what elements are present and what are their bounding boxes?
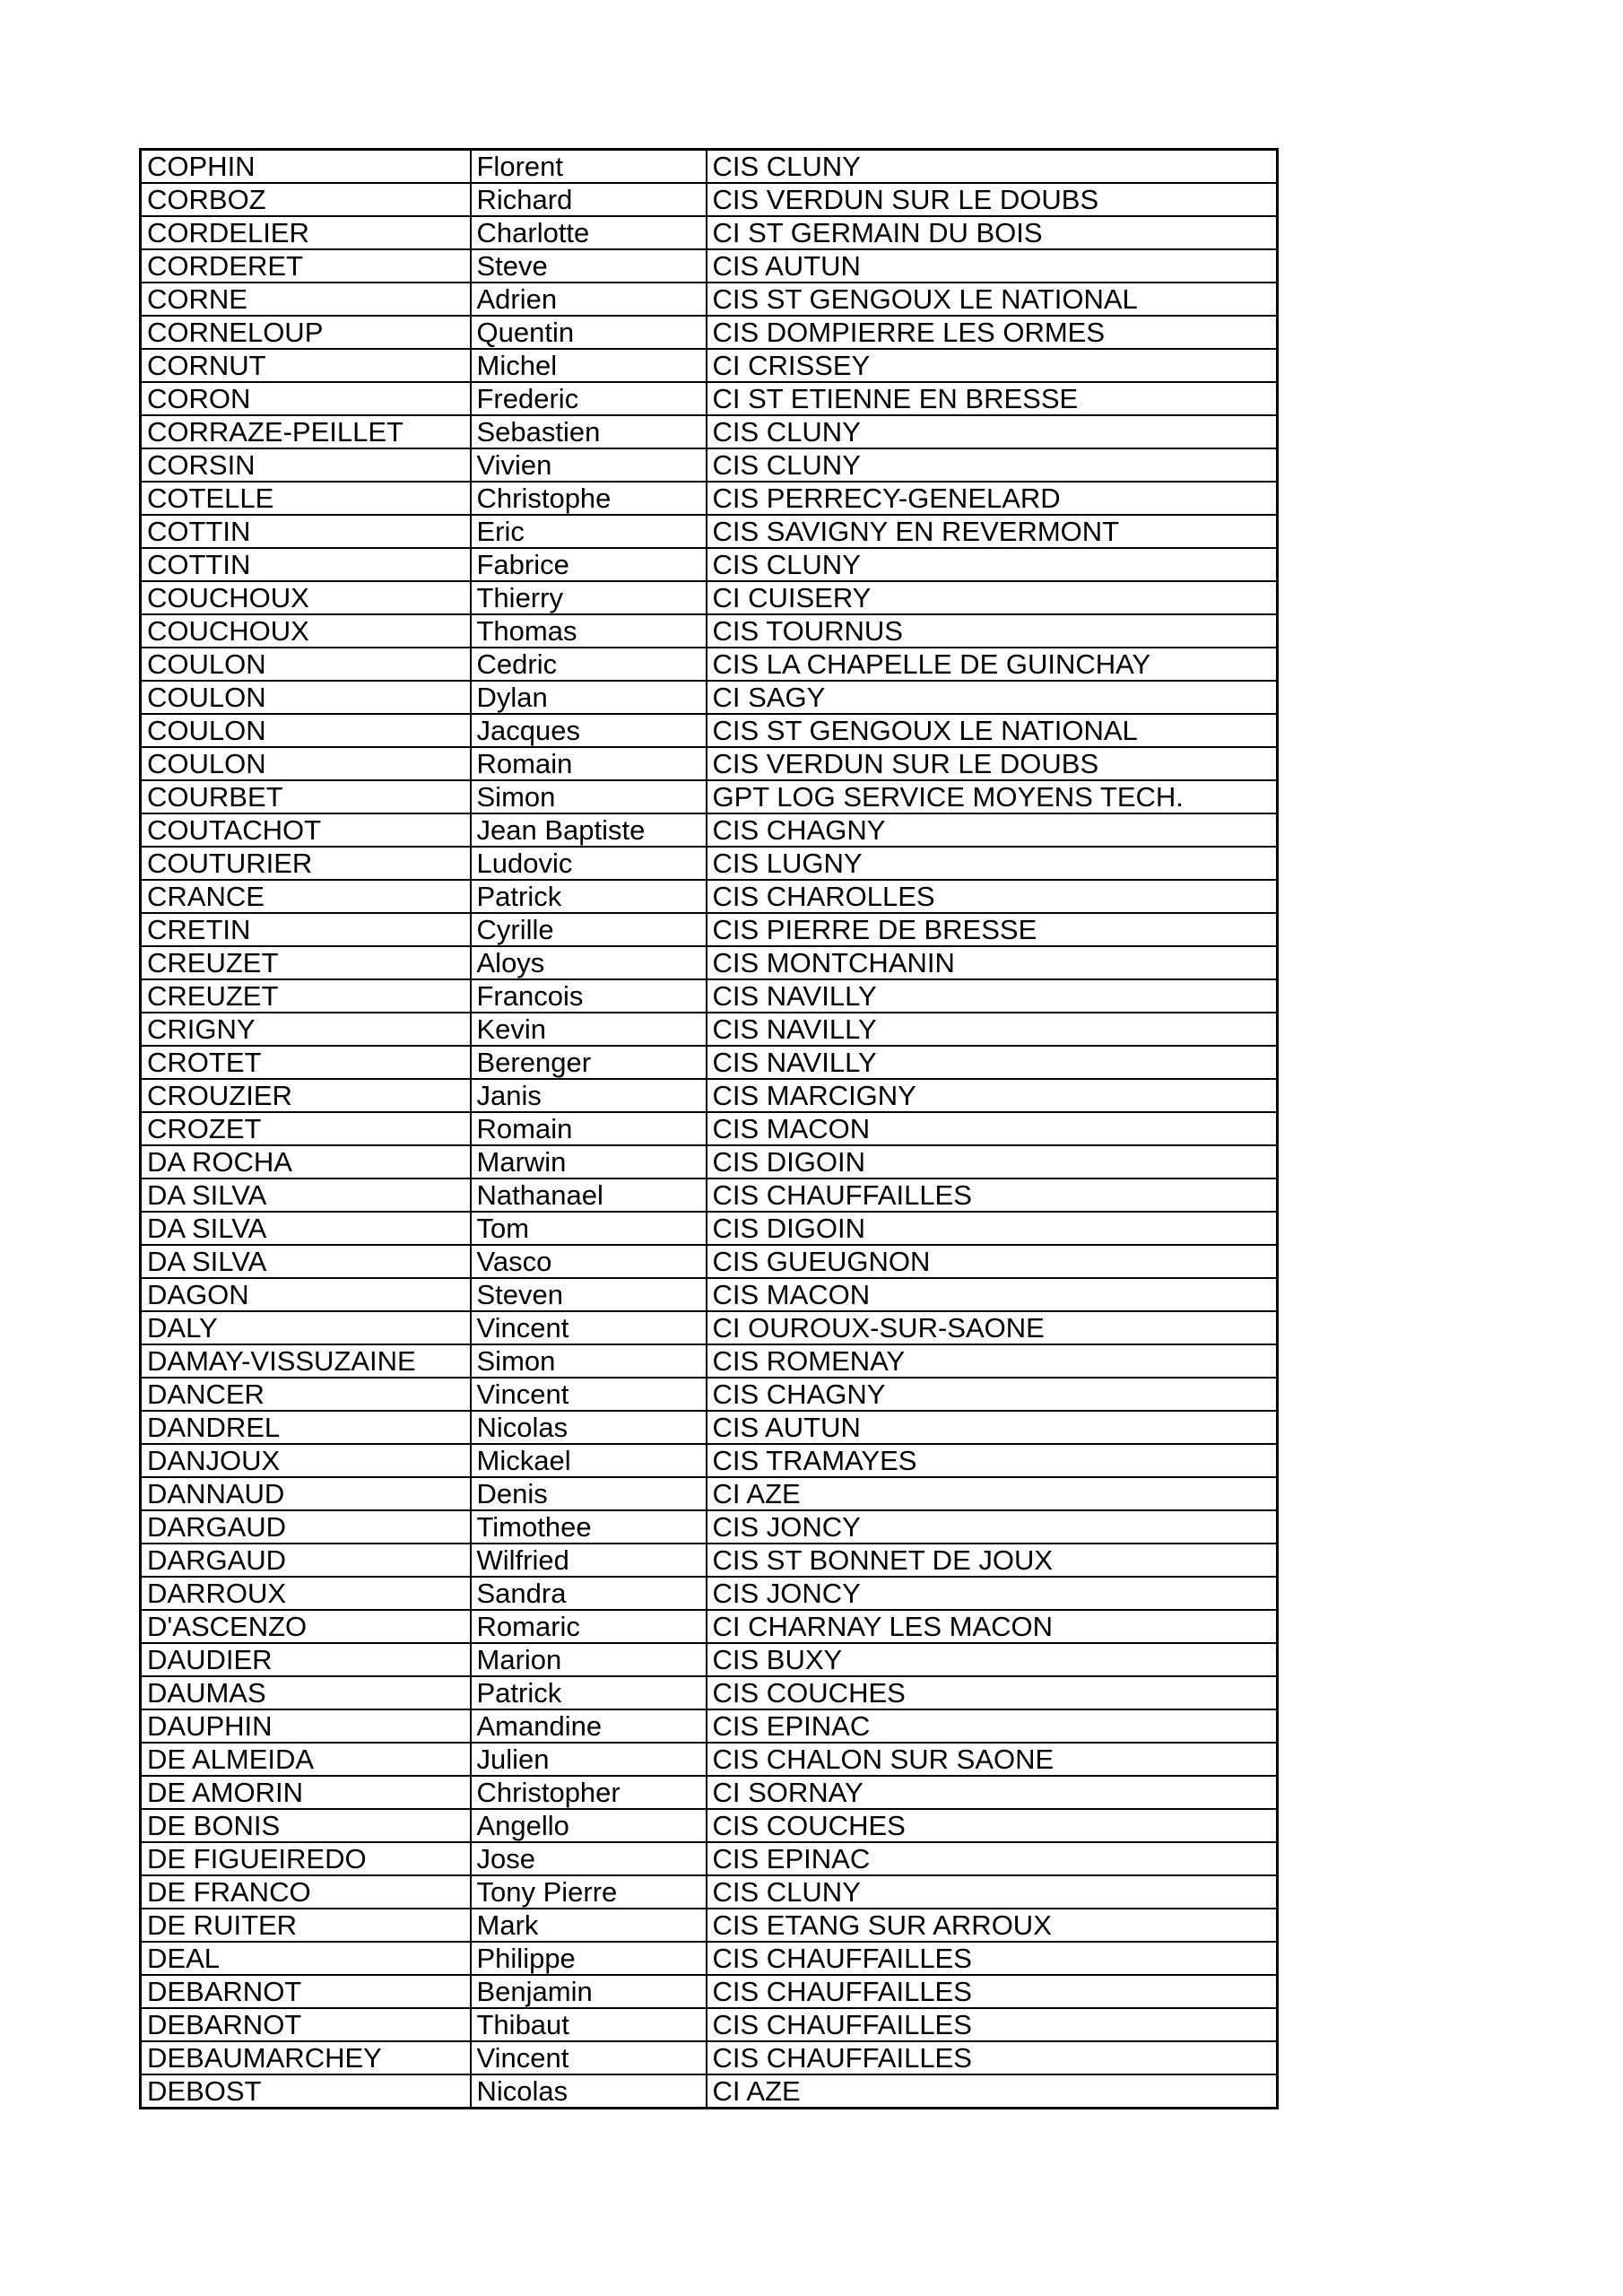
first-name-cell: Patrick	[471, 880, 707, 913]
table-row	[141, 1510, 1278, 1544]
last-name-cell: DARGAUD	[141, 1510, 471, 1544]
first-name-cell: Amandine	[471, 1709, 707, 1743]
table-row	[141, 1411, 1278, 1444]
unit-cell: CI CRISSEY	[707, 349, 1278, 382]
first-name-cell: Vivien	[471, 448, 707, 482]
unit-cell: CIS MACON	[707, 1278, 1278, 1311]
table-row	[141, 780, 1278, 813]
last-name-cell: DEBAUMARCHEY	[141, 2041, 471, 2074]
unit-cell: CIS ST GENGOUX LE NATIONAL	[707, 714, 1278, 747]
table-row	[141, 1676, 1278, 1709]
unit-cell: CIS CHAROLLES	[707, 880, 1278, 913]
unit-cell: CIS JONCY	[707, 1510, 1278, 1544]
unit-cell: CI CHARNAY LES MACON	[707, 1610, 1278, 1643]
first-name-cell: Nicolas	[471, 2074, 707, 2109]
first-name-cell: Charlotte	[471, 216, 707, 249]
last-name-cell: CORDERET	[141, 249, 471, 283]
table-row	[141, 1245, 1278, 1278]
table-row	[141, 1278, 1278, 1311]
last-name-cell: DARROUX	[141, 1577, 471, 1610]
table-row	[141, 1743, 1278, 1776]
unit-cell: CI AZE	[707, 2074, 1278, 2109]
last-name-cell: COUCHOUX	[141, 581, 471, 614]
last-name-cell: CORDELIER	[141, 216, 471, 249]
first-name-cell: Ludovic	[471, 847, 707, 880]
table-row	[141, 979, 1278, 1013]
table-row	[141, 847, 1278, 880]
unit-cell: CIS EPINAC	[707, 1709, 1278, 1743]
last-name-cell: CRIGNY	[141, 1013, 471, 1046]
table-row	[141, 681, 1278, 714]
table-row	[141, 1776, 1278, 1809]
first-name-cell: Cedric	[471, 648, 707, 681]
first-name-cell: Berenger	[471, 1046, 707, 1079]
unit-cell: CI AZE	[707, 1477, 1278, 1510]
table-row	[141, 1378, 1278, 1411]
table-row	[141, 1842, 1278, 1875]
table-row	[141, 1643, 1278, 1676]
last-name-cell: DEBARNOT	[141, 1975, 471, 2008]
first-name-cell: Simon	[471, 780, 707, 813]
last-name-cell: CREUZET	[141, 979, 471, 1013]
table-row	[141, 183, 1278, 216]
table-row	[141, 316, 1278, 349]
first-name-cell: Tom	[471, 1212, 707, 1245]
last-name-cell: DAUDIER	[141, 1643, 471, 1676]
table-row	[141, 2008, 1278, 2041]
last-name-cell: CRETIN	[141, 913, 471, 946]
unit-cell: CIS ETANG SUR ARROUX	[707, 1909, 1278, 1942]
last-name-cell: DAMAY-VISSUZAINE	[141, 1344, 471, 1378]
table-row	[141, 2074, 1278, 2109]
last-name-cell: DE BONIS	[141, 1809, 471, 1842]
last-name-cell: DA SILVA	[141, 1212, 471, 1245]
first-name-cell: Dylan	[471, 681, 707, 714]
first-name-cell: Christophe	[471, 482, 707, 515]
first-name-cell: Marion	[471, 1643, 707, 1676]
last-name-cell: DAUMAS	[141, 1676, 471, 1709]
last-name-cell: COUCHOUX	[141, 614, 471, 648]
last-name-cell: CORNE	[141, 283, 471, 316]
table-row	[141, 648, 1278, 681]
first-name-cell: Nicolas	[471, 1411, 707, 1444]
table-row	[141, 1544, 1278, 1577]
last-name-cell: DA SILVA	[141, 1245, 471, 1278]
unit-cell: CIS MACON	[707, 1112, 1278, 1145]
first-name-cell: Romain	[471, 747, 707, 780]
unit-cell: CIS SAVIGNY EN REVERMONT	[707, 515, 1278, 548]
unit-cell: CIS DOMPIERRE LES ORMES	[707, 316, 1278, 349]
unit-cell: CIS LA CHAPELLE DE GUINCHAY	[707, 648, 1278, 681]
last-name-cell: COPHIN	[141, 150, 471, 184]
unit-cell: CIS BUXY	[707, 1643, 1278, 1676]
table-row	[141, 349, 1278, 382]
table-row	[141, 1079, 1278, 1112]
table-row	[141, 1942, 1278, 1975]
unit-cell: CIS CHALON SUR SAONE	[707, 1743, 1278, 1776]
first-name-cell: Romain	[471, 1112, 707, 1145]
last-name-cell: CORBOZ	[141, 183, 471, 216]
last-name-cell: DALY	[141, 1311, 471, 1344]
first-name-cell: Benjamin	[471, 1975, 707, 2008]
table-row	[141, 482, 1278, 515]
first-name-cell: Timothee	[471, 1510, 707, 1544]
unit-cell: CIS PIERRE DE BRESSE	[707, 913, 1278, 946]
first-name-cell: Jose	[471, 1842, 707, 1875]
table-row	[141, 1875, 1278, 1909]
last-name-cell: DA SILVA	[141, 1178, 471, 1212]
first-name-cell: Cyrille	[471, 913, 707, 946]
unit-cell: CIS CLUNY	[707, 448, 1278, 482]
first-name-cell: Quentin	[471, 316, 707, 349]
unit-cell: GPT LOG SERVICE MOYENS TECH.	[707, 780, 1278, 813]
first-name-cell: Frederic	[471, 382, 707, 415]
unit-cell: CIS ROMENAY	[707, 1344, 1278, 1378]
first-name-cell: Vincent	[471, 1311, 707, 1344]
table-row	[141, 415, 1278, 448]
unit-cell: CI OUROUX-SUR-SAONE	[707, 1311, 1278, 1344]
unit-cell: CIS JONCY	[707, 1577, 1278, 1610]
last-name-cell: CROTET	[141, 1046, 471, 1079]
first-name-cell: Aloys	[471, 946, 707, 979]
unit-cell: CIS CHAUFFAILLES	[707, 1975, 1278, 2008]
unit-cell: CIS AUTUN	[707, 1411, 1278, 1444]
first-name-cell: Thibaut	[471, 2008, 707, 2041]
unit-cell: CIS ST BONNET DE JOUX	[707, 1544, 1278, 1577]
first-name-cell: Marwin	[471, 1145, 707, 1178]
unit-cell: CIS CLUNY	[707, 150, 1278, 184]
table-row	[141, 1178, 1278, 1212]
first-name-cell: Steve	[471, 249, 707, 283]
unit-cell: CIS MARCIGNY	[707, 1079, 1278, 1112]
table-row	[141, 614, 1278, 648]
first-name-cell: Mickael	[471, 1444, 707, 1477]
unit-cell: CIS COUCHES	[707, 1809, 1278, 1842]
last-name-cell: D'ASCENZO	[141, 1610, 471, 1643]
first-name-cell: Mark	[471, 1909, 707, 1942]
table-row	[141, 714, 1278, 747]
first-name-cell: Sandra	[471, 1577, 707, 1610]
last-name-cell: CROZET	[141, 1112, 471, 1145]
unit-cell: CIS CHAUFFAILLES	[707, 2008, 1278, 2041]
unit-cell: CIS PERRECY-GENELARD	[707, 482, 1278, 515]
table-row	[141, 1145, 1278, 1178]
last-name-cell: CORRAZE-PEILLET	[141, 415, 471, 448]
table-row	[141, 1709, 1278, 1743]
last-name-cell: CORNUT	[141, 349, 471, 382]
last-name-cell: DARGAUD	[141, 1544, 471, 1577]
last-name-cell: DA ROCHA	[141, 1145, 471, 1178]
first-name-cell: Kevin	[471, 1013, 707, 1046]
first-name-cell: Patrick	[471, 1676, 707, 1709]
table-row	[141, 813, 1278, 847]
table-row	[141, 1046, 1278, 1079]
unit-cell: CIS CHAUFFAILLES	[707, 2041, 1278, 2074]
first-name-cell: Nathanael	[471, 1178, 707, 1212]
last-name-cell: DE AMORIN	[141, 1776, 471, 1809]
table-row	[141, 515, 1278, 548]
personnel-table-body	[141, 150, 1278, 2109]
last-name-cell: DANCER	[141, 1378, 471, 1411]
first-name-cell: Florent	[471, 150, 707, 184]
unit-cell: CIS CLUNY	[707, 1875, 1278, 1909]
first-name-cell: Tony Pierre	[471, 1875, 707, 1909]
unit-cell: CIS MONTCHANIN	[707, 946, 1278, 979]
last-name-cell: DE FIGUEIREDO	[141, 1842, 471, 1875]
last-name-cell: COULON	[141, 714, 471, 747]
unit-cell: CIS CLUNY	[707, 415, 1278, 448]
unit-cell: CIS AUTUN	[707, 249, 1278, 283]
last-name-cell: DEBOST	[141, 2074, 471, 2109]
unit-cell: CIS LUGNY	[707, 847, 1278, 880]
last-name-cell: COULON	[141, 648, 471, 681]
unit-cell: CIS NAVILLY	[707, 1046, 1278, 1079]
first-name-cell: Eric	[471, 515, 707, 548]
last-name-cell: DANDREL	[141, 1411, 471, 1444]
first-name-cell: Michel	[471, 349, 707, 382]
last-name-cell: DANJOUX	[141, 1444, 471, 1477]
table-row	[141, 150, 1278, 184]
unit-cell: CI SORNAY	[707, 1776, 1278, 1809]
table-row	[141, 747, 1278, 780]
first-name-cell: Denis	[471, 1477, 707, 1510]
table-row	[141, 1477, 1278, 1510]
unit-cell: CIS TRAMAYES	[707, 1444, 1278, 1477]
first-name-cell: Wilfried	[471, 1544, 707, 1577]
unit-cell: CIS CHAUFFAILLES	[707, 1942, 1278, 1975]
table-row	[141, 581, 1278, 614]
unit-cell: CIS CHAGNY	[707, 813, 1278, 847]
table-row	[141, 1444, 1278, 1477]
last-name-cell: COTELLE	[141, 482, 471, 515]
last-name-cell: DE RUITER	[141, 1909, 471, 1942]
last-name-cell: DANNAUD	[141, 1477, 471, 1510]
unit-cell: CIS VERDUN SUR LE DOUBS	[707, 747, 1278, 780]
first-name-cell: Janis	[471, 1079, 707, 1112]
last-name-cell: COUTURIER	[141, 847, 471, 880]
unit-cell: CIS NAVILLY	[707, 1013, 1278, 1046]
first-name-cell: Steven	[471, 1278, 707, 1311]
unit-cell: CIS GUEUGNON	[707, 1245, 1278, 1278]
first-name-cell: Angello	[471, 1809, 707, 1842]
unit-cell: CI SAGY	[707, 681, 1278, 714]
table-row	[141, 1975, 1278, 2008]
table-row	[141, 1610, 1278, 1643]
table-row	[141, 946, 1278, 979]
last-name-cell: COTTIN	[141, 548, 471, 581]
first-name-cell: Vincent	[471, 2041, 707, 2074]
table-row	[141, 1809, 1278, 1842]
table-row	[141, 216, 1278, 249]
last-name-cell: DAGON	[141, 1278, 471, 1311]
first-name-cell: Julien	[471, 1743, 707, 1776]
first-name-cell: Philippe	[471, 1942, 707, 1975]
unit-cell: CIS COUCHES	[707, 1676, 1278, 1709]
first-name-cell: Fabrice	[471, 548, 707, 581]
unit-cell: CIS DIGOIN	[707, 1145, 1278, 1178]
personnel-table	[139, 148, 1279, 2109]
table-row	[141, 548, 1278, 581]
first-name-cell: Romaric	[471, 1610, 707, 1643]
unit-cell: CIS CHAUFFAILLES	[707, 1178, 1278, 1212]
unit-cell: CIS ST GENGOUX LE NATIONAL	[707, 283, 1278, 316]
last-name-cell: CORON	[141, 382, 471, 415]
first-name-cell: Jacques	[471, 714, 707, 747]
unit-cell: CI CUISERY	[707, 581, 1278, 614]
first-name-cell: Francois	[471, 979, 707, 1013]
last-name-cell: COULON	[141, 747, 471, 780]
last-name-cell: CORNELOUP	[141, 316, 471, 349]
last-name-cell: DE FRANCO	[141, 1875, 471, 1909]
unit-cell: CIS VERDUN SUR LE DOUBS	[707, 183, 1278, 216]
first-name-cell: Vincent	[471, 1378, 707, 1411]
unit-cell: CIS NAVILLY	[707, 979, 1278, 1013]
last-name-cell: CROUZIER	[141, 1079, 471, 1112]
first-name-cell: Simon	[471, 1344, 707, 1378]
table-row	[141, 249, 1278, 283]
unit-cell: CIS CLUNY	[707, 548, 1278, 581]
table-row	[141, 1013, 1278, 1046]
table-row	[141, 1909, 1278, 1942]
unit-cell: CIS TOURNUS	[707, 614, 1278, 648]
table-row	[141, 382, 1278, 415]
first-name-cell: Adrien	[471, 283, 707, 316]
first-name-cell: Thierry	[471, 581, 707, 614]
unit-cell: CI ST ETIENNE EN BRESSE	[707, 382, 1278, 415]
table-row	[141, 1577, 1278, 1610]
last-name-cell: COTTIN	[141, 515, 471, 548]
last-name-cell: DE ALMEIDA	[141, 1743, 471, 1776]
table-row	[141, 1212, 1278, 1245]
first-name-cell: Richard	[471, 183, 707, 216]
last-name-cell: COUTACHOT	[141, 813, 471, 847]
last-name-cell: CORSIN	[141, 448, 471, 482]
unit-cell: CIS DIGOIN	[707, 1212, 1278, 1245]
last-name-cell: DEBARNOT	[141, 2008, 471, 2041]
table-row	[141, 448, 1278, 482]
last-name-cell: CRANCE	[141, 880, 471, 913]
first-name-cell: Christopher	[471, 1776, 707, 1809]
unit-cell: CIS CHAGNY	[707, 1378, 1278, 1411]
table-row	[141, 2041, 1278, 2074]
table-row	[141, 1112, 1278, 1145]
unit-cell: CI ST GERMAIN DU BOIS	[707, 216, 1278, 249]
table-row	[141, 880, 1278, 913]
first-name-cell: Sebastien	[471, 415, 707, 448]
last-name-cell: COURBET	[141, 780, 471, 813]
unit-cell: CIS EPINAC	[707, 1842, 1278, 1875]
last-name-cell: DEAL	[141, 1942, 471, 1975]
table-row	[141, 283, 1278, 316]
first-name-cell: Jean Baptiste	[471, 813, 707, 847]
table-row	[141, 1344, 1278, 1378]
last-name-cell: CREUZET	[141, 946, 471, 979]
first-name-cell: Thomas	[471, 614, 707, 648]
last-name-cell: DAUPHIN	[141, 1709, 471, 1743]
table-row	[141, 913, 1278, 946]
first-name-cell: Vasco	[471, 1245, 707, 1278]
last-name-cell: COULON	[141, 681, 471, 714]
table-row	[141, 1311, 1278, 1344]
